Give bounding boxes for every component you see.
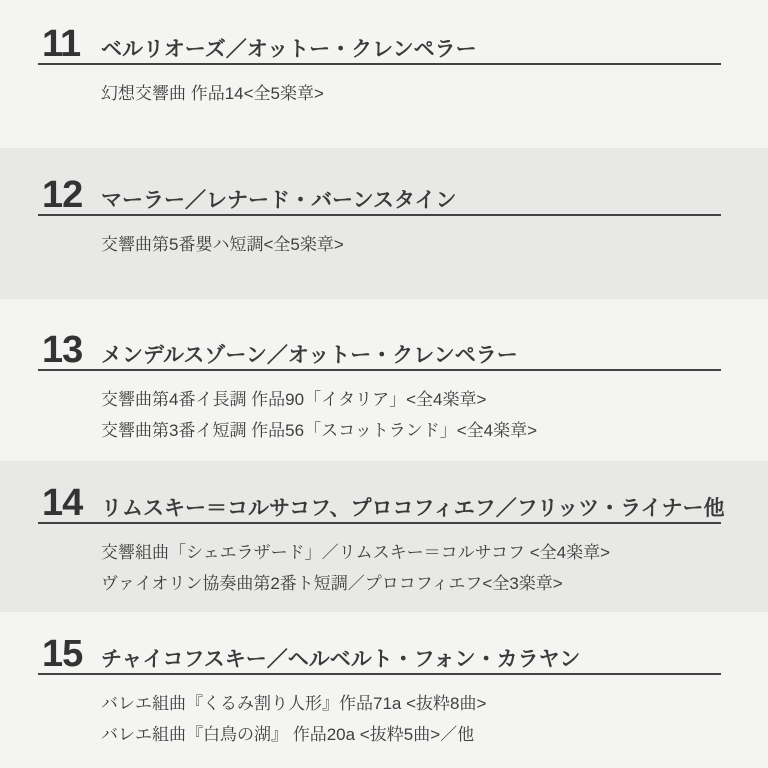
- work-list: [0, 78, 768, 109]
- work-item: 交響曲第4番イ長調 作品90「イタリア」<全4楽章>: [101, 390, 487, 409]
- entry-title: チャイコフスキー／ヘルベルト・フォン・カラヤン: [101, 648, 581, 671]
- title-divider: [38, 369, 721, 371]
- entry-header: [0, 484, 768, 522]
- album-entry-11: [0, 0, 768, 148]
- title-divider: [38, 522, 721, 524]
- album-entry-13: [0, 299, 768, 461]
- entry-header: [0, 176, 768, 214]
- work-list: [0, 537, 768, 599]
- entry-number: 12: [42, 174, 83, 216]
- title-divider: [38, 63, 721, 65]
- title-divider: [38, 673, 721, 675]
- entry-number: 11: [42, 23, 81, 65]
- entry-header: [0, 635, 768, 673]
- entry-title: メンデルスゾーン／オットー・クレンペラー: [101, 344, 518, 367]
- album-entry-15: [0, 612, 768, 768]
- work-list: [0, 688, 768, 750]
- entry-number: 14: [42, 482, 83, 524]
- work-item: 交響曲第3番イ短調 作品56「スコットランド」<全4楽章>: [101, 421, 538, 440]
- work-item: バレエ組曲『白鳥の湖』 作品20a <抜粋5曲>／他: [101, 725, 475, 744]
- entry-title: ベルリオーズ／オットー・クレンペラー: [101, 38, 477, 61]
- entry-header: [0, 331, 768, 369]
- work-item: 幻想交響曲 作品14<全5楽章>: [101, 84, 324, 103]
- album-entry-12: [0, 148, 768, 299]
- work-item: 交響曲第5番嬰ハ短調<全5楽章>: [101, 235, 344, 254]
- work-item: 交響組曲「シェエラザード」／リムスキー＝コルサコフ <全4楽章>: [101, 543, 611, 562]
- work-list: [0, 229, 768, 260]
- work-item: バレエ組曲『くるみ割り人形』作品71a <抜粋8曲>: [101, 694, 487, 713]
- work-item: ヴァイオリン協奏曲第2番ト短調／プロコフィエフ<全3楽章>: [101, 574, 563, 593]
- entry-number: 13: [42, 329, 83, 371]
- title-divider: [38, 214, 721, 216]
- entry-header: [0, 25, 768, 63]
- entry-title: マーラー／レナード・バーンスタイン: [101, 189, 457, 212]
- entry-number: 15: [42, 633, 83, 675]
- album-entry-14: [0, 461, 768, 612]
- entry-title: リムスキー＝コルサコフ、プロコフィエフ／フリッツ・ライナー他: [101, 497, 725, 520]
- work-list: [0, 384, 768, 446]
